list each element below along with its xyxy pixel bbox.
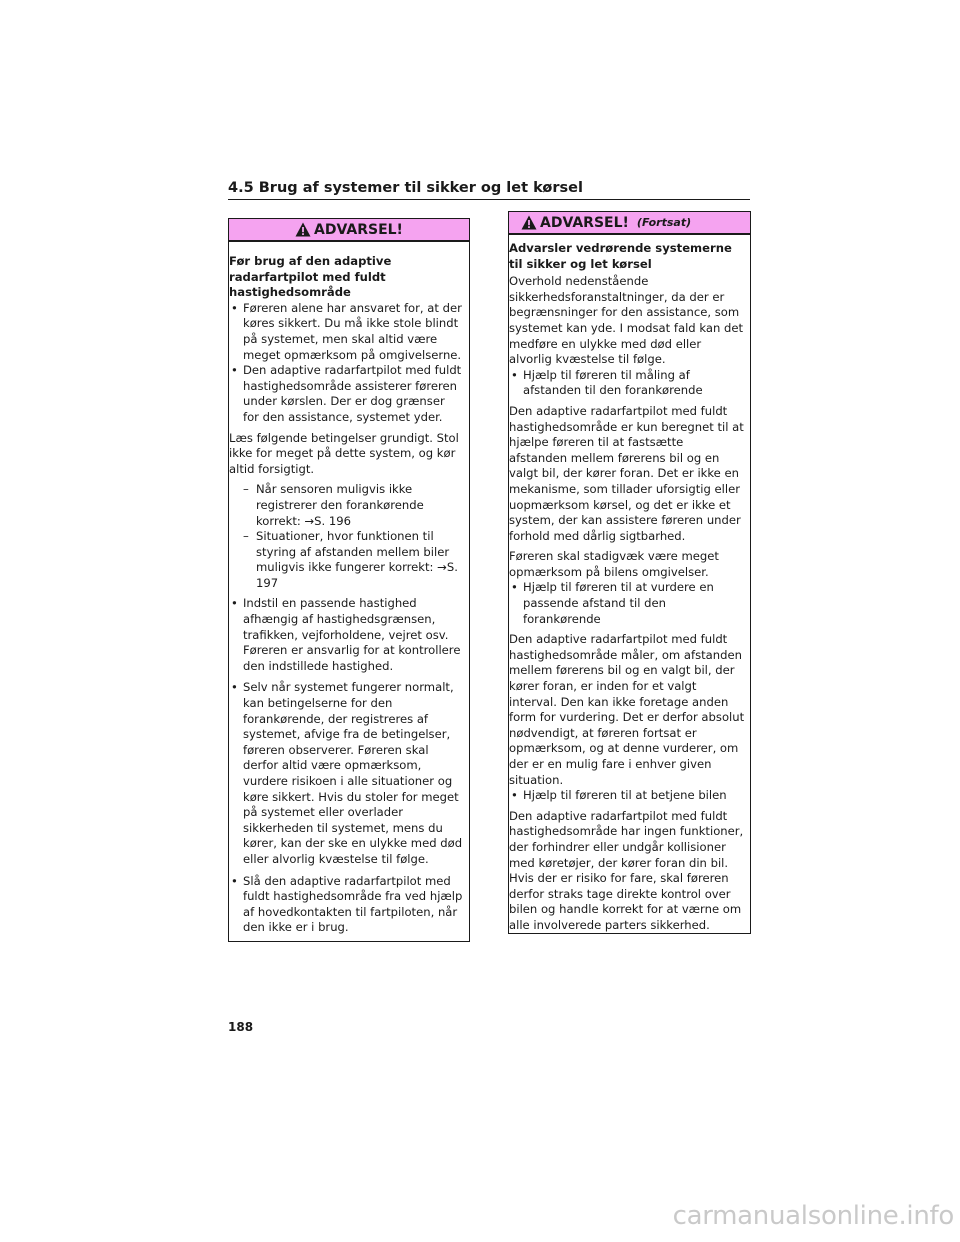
warning-triangle-icon <box>295 222 311 237</box>
bullet-item: • Hjælp til føreren til at betjene bilen <box>509 788 745 804</box>
bullet-list <box>229 596 463 935</box>
warning-content <box>509 235 750 934</box>
warning-box-left <box>228 218 470 942</box>
bullet-list <box>509 788 745 804</box>
dash-item: – Situationer, hvor funktionen til styring af afstanden mellem biler muligvis ikke fungerer korrekt: →S. 197 <box>243 529 463 591</box>
bullet-list <box>509 368 745 399</box>
paragraph: Den adaptive radarfartpilot med fuldt hastighedsområde er kun beregnet til at hjælpe føreren til at fastsætte afstanden mellem førerens bil og en valgt bil, der kører foran. Det er ikke en mekanisme, som tillader uforsigtig eller uopmærksom kørsel, og det er ikke et system, der kan assistere føreren under forhold med dårlig sigtbarhed. <box>509 403 744 543</box>
bullet-item: • Indstil en passende hastighed afhængig af hastighedsgrænsen, trafikken, vejforholdene, vejret osv. Føreren er ansvarlig for at kontrollere den indstillede hastighed. <box>229 596 463 674</box>
warning-title: ADVARSEL! <box>314 221 403 238</box>
bullet-list <box>509 580 745 627</box>
warning-content <box>229 242 469 936</box>
dash-item: – Når sensoren muligvis ikke registrerer den forankørende korrekt: →S. 196 <box>243 482 463 529</box>
warning-heading: Advarsler vedrørende systemerne til sikker og let kørsel <box>509 241 732 271</box>
page-number: 188 <box>228 1020 254 1034</box>
section-header: 4.5 Brug af systemer til sikker og let kørsel <box>228 180 750 200</box>
dash-list <box>243 482 463 591</box>
bullet-list <box>229 301 463 426</box>
bullet-item: • Hjælp til føreren til at vurdere en passende afstand til den forankørende <box>509 580 745 627</box>
continued-label: (Fortsat) <box>636 216 692 229</box>
bullet-item: • Slå den adaptive radarfartpilot med fuldt hastighedsområde fra ved hjælp af hovedkontakten til fartpiloten, når den ikke er i brug. <box>229 874 463 936</box>
warning-box-header <box>509 212 750 235</box>
paragraph: Føreren skal stadigvæk være meget opmærksom på bilens omgivelser. <box>509 549 719 579</box>
bullet-item: • Føreren alene har ansvaret for, at der køres sikkert. Du må ikke stole blindt på systemet, men skal altid være meget opmærksom på omgivelserne. <box>229 301 463 363</box>
bullet-item: • Hjælp til føreren til måling af afstanden til den forankørende <box>509 368 745 399</box>
paragraph: Den adaptive radarfartpilot med fuldt hastighedsområde har ingen funktioner, der forhindrer eller undgår kollisioner med køretøjer, der kører foran din bil. Hvis der er risiko for fare, skal føreren derfor straks tage direkte kontrol over bilen og handle korrekt for at værne om alle involverede parters sikkerhed. <box>509 808 744 932</box>
paragraph: Overhold nedenstående sikkerhedsforanstaltninger, da der er begrænsninger for den assistance, som systemet kan yde. I modsat fald kan det medføre en ulykke med død eller alvorlig kvæstelse til følge. <box>509 274 744 367</box>
warning-triangle-icon <box>521 215 537 230</box>
warning-title: ADVARSEL! <box>540 214 629 231</box>
bullet-item: • Selv når systemet fungerer normalt, kan betingelserne for den forankørende, der registreres af systemet, afvige fra de betingelser, føreren observerer. Føreren skal derfor altid være opmærksom, vurdere risikoen i alle situationer og køre sikkert. Hvis du stoler for meget på systemet eller overlader sikkerheden til systemet, mens du kører, kan der ske en ulykke med død eller alvorlig kvæstelse til følge. <box>229 680 463 867</box>
bullet-item: • Den adaptive radarfartpilot med fuldt hastighedsområde assisterer føreren under kørslen. Der er dog grænser for den assistance, systemet yder. <box>229 363 463 425</box>
paragraph: Læs følgende betingelser grundigt. Stol ikke for meget på dette system, og kør altid forsigtigt. <box>229 430 459 476</box>
warning-heading: Før brug af den adaptive radarfartpilot med fuldt hastighedsområde <box>229 254 392 300</box>
paragraph: Den adaptive radarfartpilot med fuldt hastighedsområde måler, om afstanden mellem førerens bil og en valgt bil, der kører foran, er inden for et valgt interval. Den kan ikke foretage anden form for vurdering. Det er derfor absolut nødvendigt, at føreren fortsat er opmærksom, og at denne vurderer, om der er en mulig fare i enhver given situation. <box>509 632 745 787</box>
warning-box-right <box>508 211 751 934</box>
warning-box-header <box>229 219 469 242</box>
watermark: carmanualsonline.info <box>672 1201 954 1231</box>
